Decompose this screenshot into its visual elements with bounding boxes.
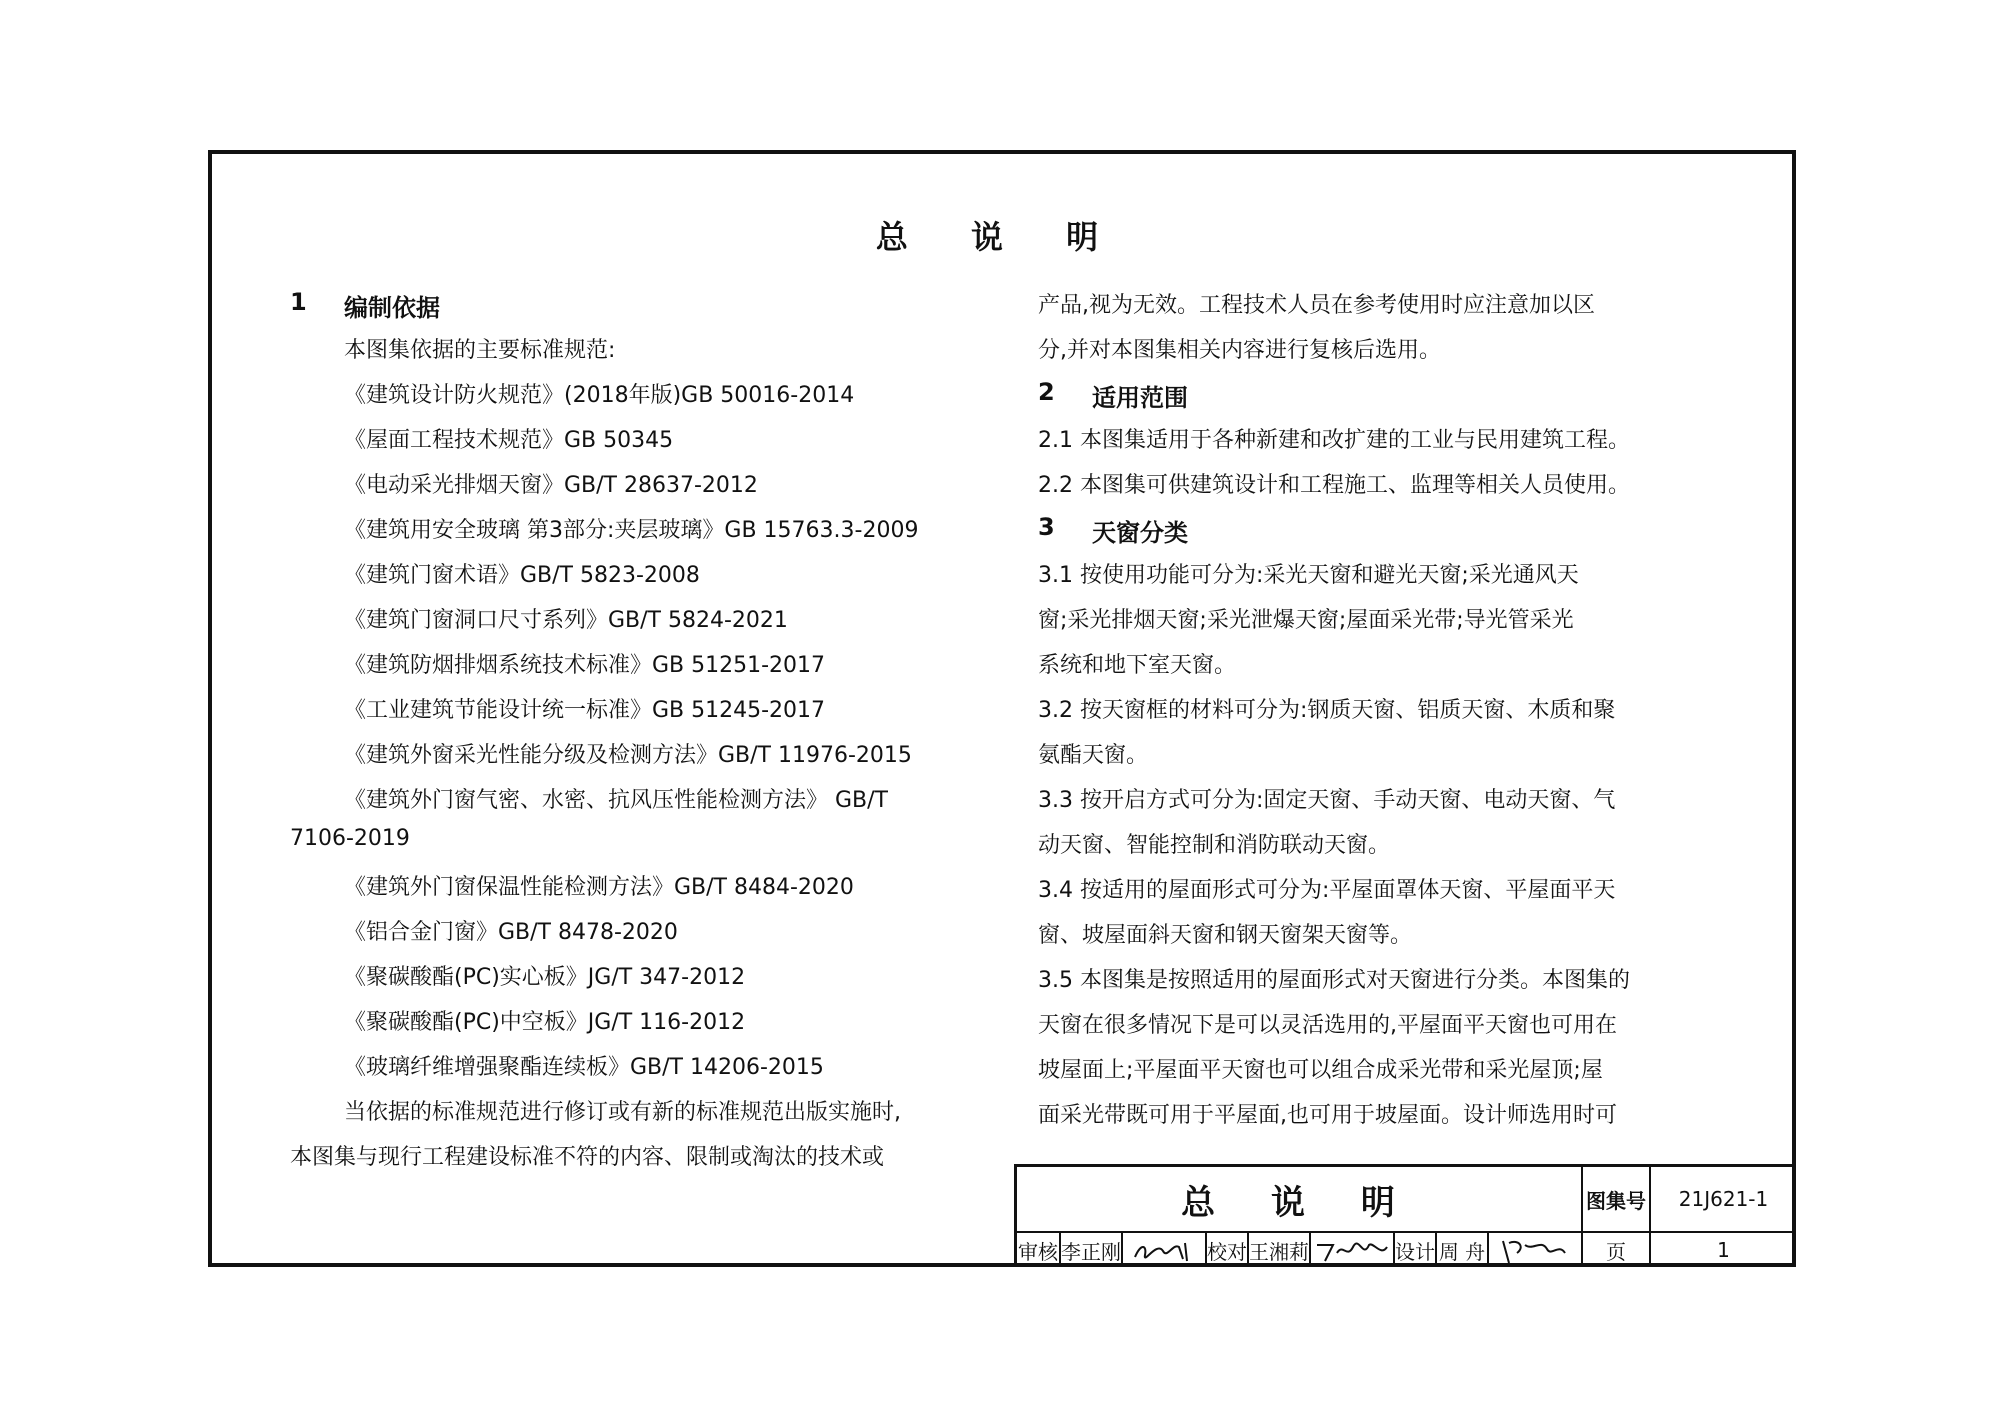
standard-item: 《电动采光排烟天窗》GB/T 28637-2012 <box>344 473 758 498</box>
page-title: 总 说 明 <box>875 218 1125 256</box>
standard-item: 《建筑外窗采光性能分级及检测方法》GB/T 11976-2015 <box>344 743 912 768</box>
clause-3-5: 面采光带既可用于平屋面,也可用于坡屋面。设计师选用时可 <box>1038 1103 1617 1128</box>
standards-intro: 本图集依据的主要标准规范: <box>344 338 616 363</box>
standard-item: 《聚碳酸酯(PC)实心板》JG/T 347-2012 <box>344 965 746 990</box>
clause-3-3: 动天窗、智能控制和消防联动天窗。 <box>1038 833 1391 858</box>
standard-item: 《屋面工程技术规范》GB 50345 <box>344 428 674 453</box>
designer-name: 周 舟 <box>1438 1239 1486 1264</box>
clause-2-1: 2.1 本图集适用于各种新建和改扩建的工业与民用建筑工程。 <box>1038 428 1630 453</box>
revision-note-line: 本图集与现行工程建设标准不符的内容、限制或淘汰的技术或 <box>290 1145 885 1170</box>
checker-name: 王湘莉 <box>1249 1239 1309 1264</box>
standard-item: 《建筑外门窗气密、水密、抗风压性能检测方法》 GB/T <box>344 788 888 813</box>
clause-3-1: 3.1 按使用功能可分为:采光天窗和避光天窗;采光通风天 <box>1038 563 1579 588</box>
clause-3-5: 3.5 本图集是按照适用的屋面形式对天窗进行分类。本图集的 <box>1038 968 1630 993</box>
standard-item: 《建筑外门窗保温性能检测方法》GB/T 8484-2020 <box>344 875 854 900</box>
designer-signature <box>1489 1233 1581 1267</box>
standard-item-continuation: 7106-2019 <box>290 826 410 851</box>
standard-item: 《聚碳酸酯(PC)中空板》JG/T 116-2012 <box>344 1010 746 1035</box>
page-label: 页 <box>1606 1239 1626 1264</box>
standard-item: 《铝合金门窗》GB/T 8478-2020 <box>344 920 678 945</box>
section-1-number: 1 <box>290 288 307 316</box>
note-continuation: 分,并对本图集相关内容进行复核后选用。 <box>1038 338 1441 363</box>
atlas-number-label: 图集号 <box>1586 1188 1646 1213</box>
section-3-number: 3 <box>1038 513 1055 541</box>
clause-3-2: 氨酯天窗。 <box>1038 743 1149 768</box>
clause-3-1: 系统和地下室天窗。 <box>1038 653 1237 678</box>
standard-item: 《建筑设计防火规范》(2018年版)GB 50016-2014 <box>344 383 855 408</box>
page-number: 1 <box>1717 1238 1730 1262</box>
clause-3-4: 窗、坡屋面斜天窗和钢天窗架天窗等。 <box>1038 923 1413 948</box>
clause-3-1: 窗;采光排烟天窗;采光泄爆天窗;屋面采光带;导光管采光 <box>1038 608 1574 633</box>
section-2-number: 2 <box>1038 378 1055 406</box>
standard-item: 《建筑用安全玻璃 第3部分:夹层玻璃》GB 15763.3-2009 <box>344 518 919 543</box>
atlas-number: 21J621-1 <box>1678 1187 1769 1211</box>
revision-note-line: 当依据的标准规范进行修订或有新的标准规范出版实施时, <box>344 1100 901 1125</box>
checker-signature <box>1311 1233 1393 1267</box>
note-continuation: 产品,视为无效。工程技术人员在参考使用时应注意加以区 <box>1038 293 1595 318</box>
clause-3-5: 天窗在很多情况下是可以灵活选用的,平屋面平天窗也可用在 <box>1038 1013 1617 1038</box>
standard-item: 《玻璃纤维增强聚酯连续板》GB/T 14206-2015 <box>344 1055 824 1080</box>
standard-item: 《建筑门窗洞口尺寸系列》GB/T 5824-2021 <box>344 608 788 633</box>
clause-3-2: 3.2 按天窗框的材料可分为:钢质天窗、铝质天窗、木质和聚 <box>1038 698 1616 723</box>
title-block <box>1014 1164 1796 1267</box>
check-label: 校对 <box>1207 1239 1247 1264</box>
review-label: 审核 <box>1018 1239 1058 1264</box>
clause-2-2: 2.2 本图集可供建筑设计和工程施工、监理等相关人员使用。 <box>1038 473 1630 498</box>
sheet-title: 总 说 明 <box>1181 1182 1417 1223</box>
standard-item: 《建筑防烟排烟系统技术标准》GB 51251-2017 <box>344 653 826 678</box>
standard-item: 《工业建筑节能设计统一标准》GB 51245-2017 <box>344 698 826 723</box>
reviewer-name: 李正刚 <box>1061 1239 1121 1264</box>
clause-3-4: 3.4 按适用的屋面形式可分为:平屋面罩体天窗、平屋面平天 <box>1038 878 1616 903</box>
reviewer-signature <box>1123 1233 1205 1267</box>
section-3-heading: 天窗分类 <box>1092 519 1188 547</box>
clause-3-3: 3.3 按开启方式可分为:固定天窗、手动天窗、电动天窗、气 <box>1038 788 1616 813</box>
section-2-heading: 适用范围 <box>1092 384 1188 412</box>
clause-3-5: 坡屋面上;平屋面平天窗也可以组合成采光带和采光屋顶;屋 <box>1038 1058 1603 1083</box>
standard-item: 《建筑门窗术语》GB/T 5823-2008 <box>344 563 700 588</box>
section-1-heading: 编制依据 <box>344 294 440 322</box>
design-label: 设计 <box>1395 1239 1435 1264</box>
